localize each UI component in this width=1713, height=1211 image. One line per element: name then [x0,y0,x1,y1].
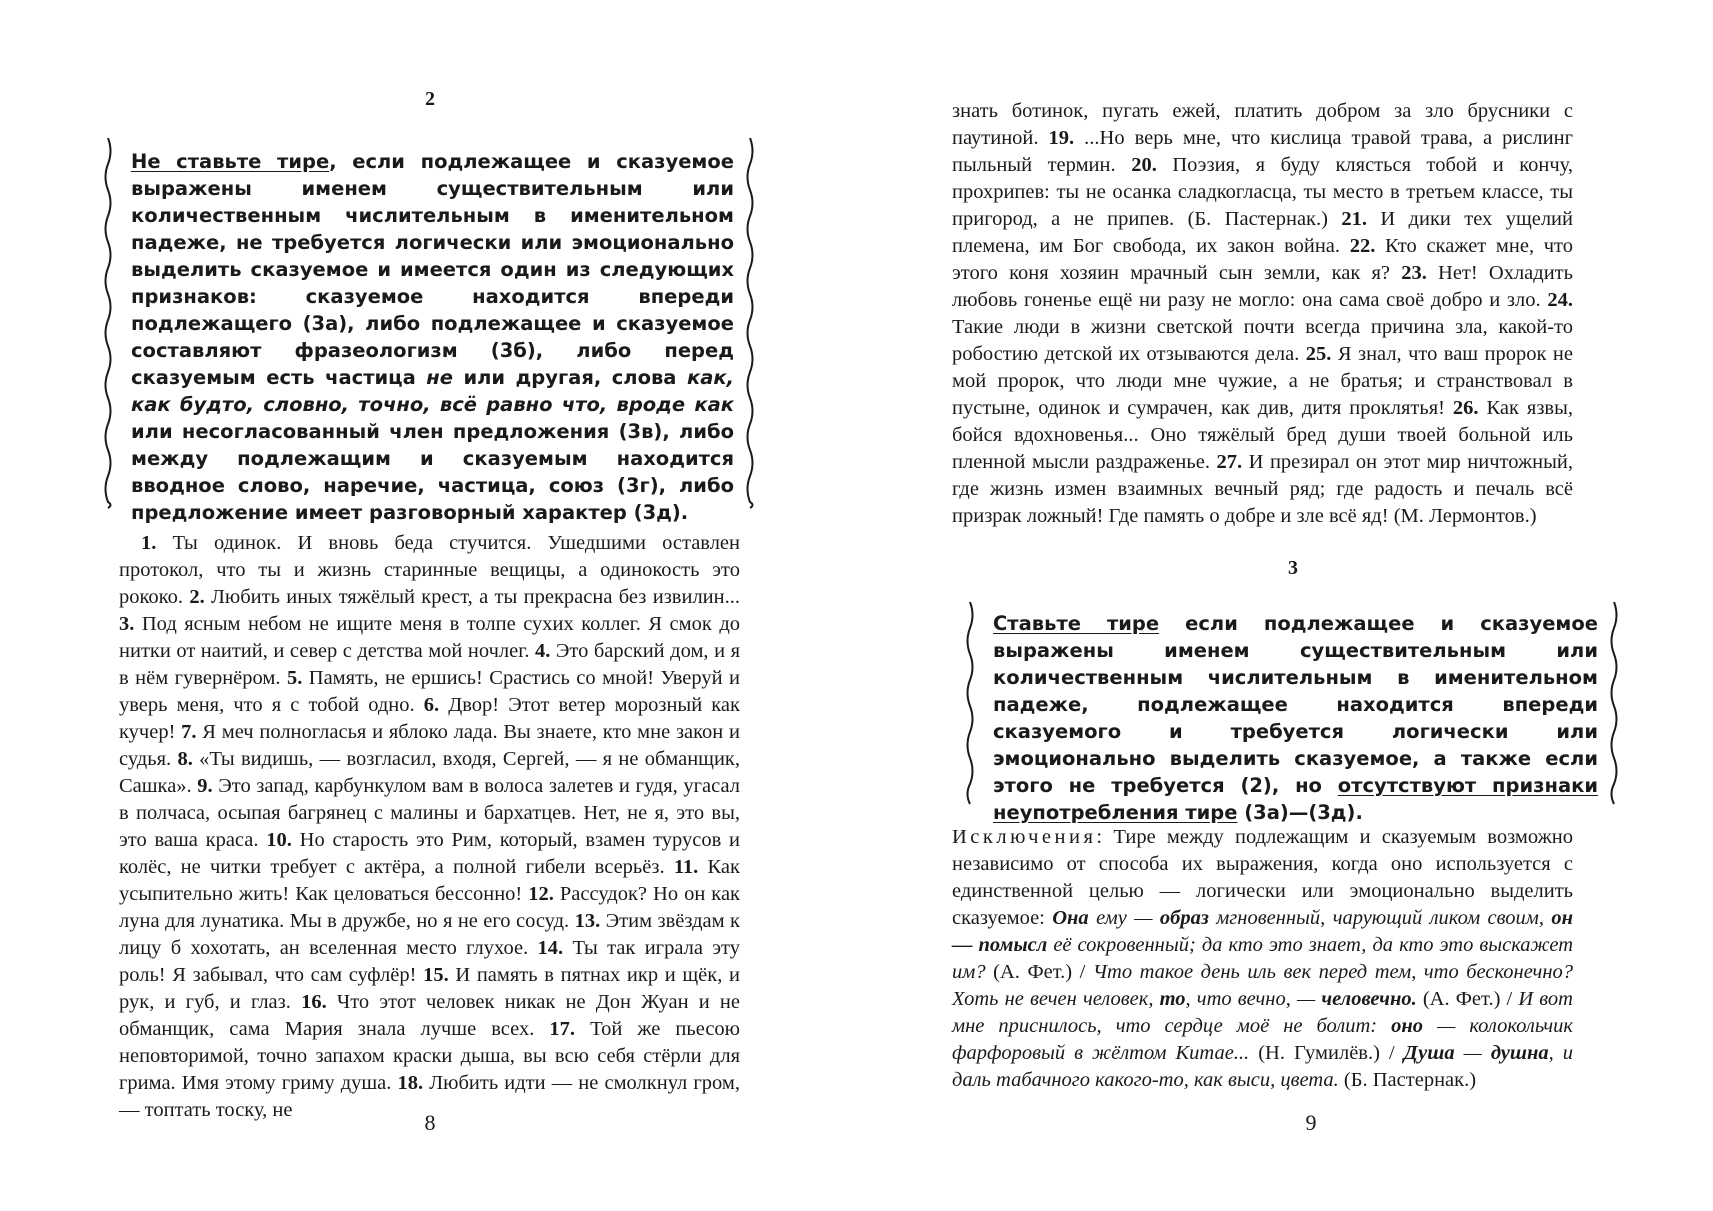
example-number: 4. [534,640,551,662]
example-text: Поэзия, я буду клясться тобой и кончу, прохрипев: ты не осанка сладкогласца, ты место в третьем классе, ты пригород, а не припев. (Б. Пастернак.) [952,154,1573,230]
example-text: Любить иных тяжёлый крест, а ты прекрасна без извилин... [204,586,740,608]
rule-lead: Не ставьте тире [131,150,330,173]
example-text: Двор! Этот ветер морозный как кучер! [119,694,740,743]
example-text: знать ботинок, пугать ежей, платить добром за зло брусники с паутиной. [952,100,1573,149]
example-number: 11. [673,856,699,878]
rule-box [993,610,1598,826]
example-number: 7. [181,721,197,743]
example-number: 26. [1452,397,1479,419]
example-number: 17. [549,1018,576,1040]
example-text: Как язвы, бойся вдохновенья... Оно тяжёлый бред души твоей больной иль пленной мысли раздраженье. [952,397,1574,473]
exceptions-paragraph: Исключения: Тире между подлежащим и сказуемым возможно независимо от способа их выражения, когда оно используется с единственной целью — логически или эмоционально выделить сказуемое: Она ему — образ мгновенный, чарующий ликом своим, он — помысл её сокровенный; да кто это знает, да кто это выскажет им? (А. Фет.) / Что такое день иль век перед тем, что бесконечно? Хоть не вечен человек, то, что вечно, — человечно. (А. Фет.) / И вот мне приснилось, что сердце моё не болит: оно — колокольчик фарфоровый в жёлтом Китае... (Н. Гумилёв.) / Душа — душна, и даль табачного какого-то, как выси, цвета. (Б. Пастернак.) [952,826,1574,1091]
example-number: 10. [266,829,292,851]
example-text: Той же пьесою неповторимой, точно запахом краски дыша, вы всю себя стёрли для грима. Имя этому гриму душа. [119,1018,740,1094]
example-number: 22. [1349,235,1376,257]
example-text: «Ты видишь, — возгласил, входя, Сергей, — я не обманщик, Сашка». [119,748,741,797]
example-number: 19. [1048,127,1075,149]
exceptions-text [952,824,1573,1094]
rule-lead: Ставьте тире [993,612,1160,635]
example-number: 3. [119,613,135,635]
examples-paragraph [119,530,740,1124]
rule-underlined: отсутствуют признаки неупотребления тире [993,774,1599,824]
page-number: 9 [1305,1110,1317,1135]
example-text: И дики тех ущелий племена, им Бог свобода, их закон война. [952,208,1573,257]
example-number: 15. [423,964,449,986]
rule-box [131,148,734,526]
example-number: 9. [197,775,213,797]
example-number: 25. [1305,343,1332,365]
example-text: Это запад, карбункулом вам в волоса залетев и гудя, угасал в полчаса, осыпая багрянец с малины и бархатцев. Нет, не я, это вы, это ваша краса. [119,775,740,851]
example-text: Рассудок? Но он как луна для лунатика. Мы в дружбе, но я не его сосуд. [119,883,741,932]
example-number: 23. [1401,262,1427,284]
example-text: Я меч полногласья и яблоко лада. Вы знаете, кто мне закон и судья. [119,721,741,770]
example-text: Что этот человек никак не Дон Жуан и не обманщик, сама Мария знала лучше всех. [119,991,740,1040]
example-text: И память в пятнах икр и щёк, и рук, и губ, и глаз. [119,964,740,1013]
right-wavy-bracket [1606,602,1622,806]
example-number: 21. [1341,208,1367,230]
example-text: ...Но верь мне, что кислица травой трава, а рислинг пыльный термин. [952,127,1573,176]
examples-text [119,530,740,1124]
page-number: 8 [424,1110,436,1135]
example-text: Такие люди в жизни светской почти всегда причина зла, какой-то робостию детской их отзываются дела. [952,316,1573,365]
exceptions-label: Исключения [952,826,1097,848]
example-text: Любить идти — не смолкнул гром, — топтать тоску, не [119,1072,740,1121]
example-text: Ты одинок. И вновь беда стучится. Ушедшими оставлен протокол, что ты и жизнь старинные вещицы, а одинокость это рококо. [119,532,740,608]
example-text: Этим звёздам к лицу б хохотать, ан вселенная место глухое. [119,910,740,959]
example-number: 24. [1547,289,1573,311]
right-page [856,0,1713,1211]
right-wavy-bracket [742,138,758,510]
example-text: Я знал, что ваш пророк не мой пророк, что люди мне чужие, а не братья; и странствовал в пустыне, одинок и сумрачен, как див, дитя проклятья! [952,343,1573,419]
examples-paragraph [952,98,1573,530]
rule-text: Ставьте тире если подлежащее и сказуемое выражены именем существительным или количественным числительным в именительном падеже, подлежащее находится впереди сказуемого и требуется логически или эмоционально выделить сказуемое, а также если этого не требуется (2), но отсутствуют признаки неупотребления тире (3а)—(3д). [993,612,1599,824]
left-page [0,0,856,1211]
example-text: Под ясным небом не ищите меня в толпе сухих коллег. Я смок до нитки от наитий, и север с детства мой ночлег. [119,613,740,662]
example-number: 14. [537,937,564,959]
example-text: Это барский дом, и я в нём гувернёром. [119,640,740,689]
example-text: Как усыпительно жить! Как целоваться бессонно! [119,856,740,905]
example-text: И презирал он этот мир ничтожный, где жизнь измен взаимных вечный ряд; где радость и печаль всё призрак ложный! Где память о добре и зле всё яд! (М. Лермонтов.) [952,451,1573,527]
example-number: 1. [141,532,157,554]
example-number: 20. [1131,154,1157,176]
example-number: 6. [423,694,440,716]
example-number: 2. [189,586,205,608]
example-number: 12. [528,883,554,905]
example-text: Но старость это Рим, который, взамен турусов и колёс, не читки требует с актёра, а полной гибели всерьёз. [119,829,740,878]
example-text: Нет! Охладить любовь гоненье ещё ни разу не могло: она сама своё добро и зло. [952,262,1573,311]
example-text: Память, не ершись! Срастись со мной! Уверуй и уверь меня, что я с тобой одно. [119,667,740,716]
example-number: 27. [1216,451,1243,473]
examples-text [952,98,1573,530]
example-number: 13. [574,910,601,932]
example-text: Ты так играла эту роль! Я забывал, что сам суфлёр! [119,937,740,986]
left-wavy-bracket [100,138,116,510]
example-number: 18. [397,1072,424,1094]
example-number: 16. [301,991,327,1013]
left-wavy-bracket [962,602,978,806]
example-number: 8. [177,748,193,770]
rule-text: Не ставьте тире, если подлежащее и сказуемое выражены именем существительным или количественным числительным в именительном падеже, не требуется логически или эмоционально выделить сказуемое и имеется один из следующих признаков: сказуемое находится впереди подлежащего (3а), либо подлежащее и сказуемое составляют фразеологизм (3б), либо перед сказуемым есть частица не или другая, слова как, как будто, словно, точно, всё равно что, вроде как или несогласованный член предложения (3в), либо между подлежащим и сказуемым находится вводное слово, наречие, частица, союз (3г), либо предложение имеет разговорный характер (3д). [131,150,734,524]
section-number: 3 [1288,557,1298,579]
example-text: Кто скажет мне, что этого коня хозяин мрачный сын земли, как я? [952,235,1573,284]
section-number: 2 [425,88,435,110]
example-number: 5. [286,667,303,689]
